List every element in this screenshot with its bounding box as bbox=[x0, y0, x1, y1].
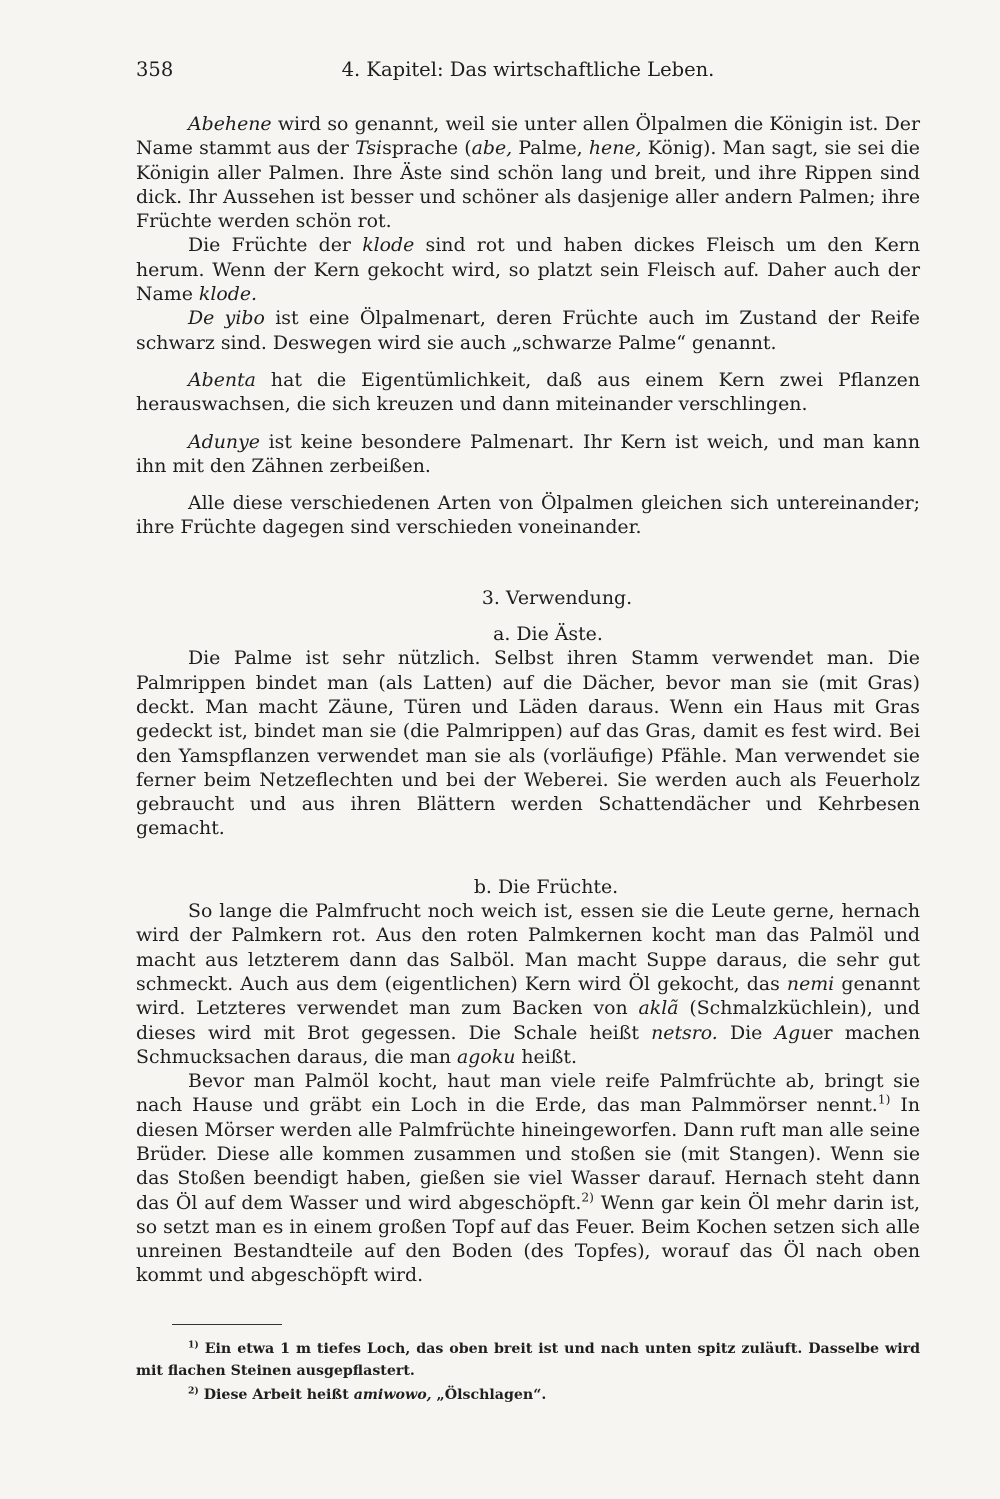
text-run: Die Palme ist sehr nützlich. Selbst ihren Stamm verwendet man. Die Palmrippen bindet man (als Latten) auf die Dächer, bevor man sie (mit Gras) deckt. Man macht Zäune, Türen und Läden daraus. Wenn ein Haus mit Gras gedeckt ist, bindet man sie (die Palmrippen) auf das Gras, damit es fest wird. Bei den Yamspflanzen verwendet man sie als (vorläufige) Pfähle. Man verwendet sie ferner beim Netzeflechten und bei der Weberei. Sie werden auch als Feuerholz gebraucht und aus ihren Blättern werden Schattendächer und Kehrbesen gemacht. bbox=[136, 647, 920, 840]
text-run: Diese Arbeit heißt bbox=[198, 1387, 354, 1403]
italic-term: Adunye bbox=[188, 430, 260, 453]
italic-term: netsro. bbox=[651, 1021, 718, 1044]
text-run: sind rot und haben dickes Fleisch um den Kern herum. Wenn der Kern gekocht wird, so platzt sein Fleisch auf. Daher auch der Name bbox=[136, 234, 921, 306]
text-run: Die Früchte der bbox=[188, 234, 363, 257]
italic-term: Agu bbox=[774, 1021, 813, 1044]
subheading-die-fruechte: b. Die Früchte. bbox=[473, 875, 619, 898]
paragraph-palmoel-kochen bbox=[136, 1069, 920, 1288]
footnotes bbox=[136, 1339, 920, 1407]
text-run: ist eine Ölpalmenart, deren Früchte auch im Zustand der Reife schwarz sind. Deswegen wird sie auch „schwarze Palme“ genannt. bbox=[136, 307, 920, 354]
italic-term: aklã bbox=[638, 997, 679, 1020]
italic-term: Tsi bbox=[355, 137, 383, 160]
text-run: Die bbox=[717, 1021, 775, 1044]
text-run: sprache ( bbox=[382, 137, 472, 160]
text-run: er machen Schmucksachen daraus, die man bbox=[136, 1021, 920, 1068]
text-run: Bevor man Palmöl kocht, haut man viele reife Palmfrüchte ab, bringt sie nach Hause und gräbt ein Loch in die Erde, das man Palmmörser nennt. bbox=[136, 1070, 920, 1117]
paragraph-palmfrucht bbox=[136, 899, 920, 1069]
paragraph-palme-nuetzlich bbox=[136, 646, 920, 840]
text-run: Wenn gar kein Öl mehr darin ist, so setzt man es in einem großen Topf auf das Feuer. Beim Kochen setzen sich alle unreinen Bestandteile auf den Boden (des Topfes), worauf das Öl nach oben kommt und abgeschöpft wird. bbox=[136, 1191, 920, 1287]
italic-term: abe, bbox=[471, 137, 513, 160]
footnote-marker: 2) bbox=[188, 1385, 199, 1397]
paragraph-de-yibo bbox=[136, 306, 920, 355]
text-run: hat die Eigentümlichkeit, daß aus einem Kern zwei Pflanzen herauswachsen, die sich kreuzen und dann miteinander verschlingen. bbox=[136, 368, 920, 416]
main-text bbox=[136, 112, 920, 1288]
paragraph-abehene bbox=[136, 112, 920, 233]
text-run: ist keine besondere Palmenart. Ihr Kern ist weich, und man kann ihn mit den Zähnen zerbeißen. bbox=[136, 430, 920, 477]
text-run: wird so genannt, weil sie unter allen Ölpalmen die Königin ist. Der Name stammt aus der bbox=[136, 113, 920, 160]
italic-term: klode. bbox=[198, 283, 258, 306]
footnote-rule bbox=[172, 1324, 282, 1325]
text-run: In diesen Mörser werden alle Palmfrüchte hineingeworfen. Dann ruft man alle seine Brüder. Diese alle kommen zusammen und stoßen sie (mit Stangen). Wenn sie das Stoßen beendigt haben, gießen sie viel Wasser darauf. Hernach steht dann das Öl auf dem Wasser und wird abgeschöpft. bbox=[136, 1094, 920, 1214]
running-header bbox=[136, 58, 920, 88]
italic-term: agoku bbox=[457, 1045, 516, 1068]
paragraph-klode bbox=[136, 233, 920, 306]
paragraph-alle-arten bbox=[136, 491, 920, 540]
italic-term: klode bbox=[362, 234, 415, 257]
italic-term: De yibo bbox=[188, 307, 265, 330]
italic-term: nemi bbox=[786, 972, 835, 995]
text-run: (Schmalzküchlein), und dieses wird mit Brot gegessen. Die Schale heißt bbox=[136, 997, 921, 1044]
italic-term: Abenta bbox=[188, 368, 256, 391]
running-title: 4. Kapitel: Das wirtschaftliche Leben. bbox=[341, 58, 715, 81]
text-run: genannt wird. Letzteres verwendet man zum Backen von bbox=[136, 972, 920, 1020]
italic-term: Abehene bbox=[188, 113, 272, 135]
page-number: 358 bbox=[136, 58, 174, 81]
text-run: König). Man sagt, sie sei die Königin aller Palmen. Ihre Äste sind schön lang und breit, und ihre Rippen sind dick. Ihr Aussehen ist besser und schöner als dasjenige aller andern Palmen; ihre Früchte werden schön rot. bbox=[136, 137, 920, 233]
text-run: „Ölschlagen“. bbox=[431, 1387, 547, 1403]
footnote-marker: 1) bbox=[188, 1339, 199, 1351]
text-run: Alle diese verschiedenen Arten von Ölpalmen gleichen sich untereinander; ihre Früchte dagegen sind verschieden voneinander. bbox=[136, 492, 920, 539]
paragraph-abenta bbox=[136, 368, 920, 417]
section-heading-verwendung: 3. Verwendung. bbox=[481, 586, 633, 609]
text-run: heißt. bbox=[515, 1045, 577, 1068]
footnote-marker: 1) bbox=[877, 1093, 891, 1108]
text-run: Palme, bbox=[512, 137, 589, 160]
footnote-1 bbox=[136, 1339, 920, 1382]
italic-term: hene, bbox=[588, 137, 642, 160]
text-run: So lange die Palmfrucht noch weich ist, essen sie die Leute gerne, hernach wird der Palmkern rot. Aus den roten Palmkernen kocht man das Palmöl und macht aus letzterem dann das Salböl. Man macht Suppe daraus, die sehr gut schmeckt. Auch aus dem (eigentlichen) Kern wird Öl gekocht, das bbox=[136, 900, 920, 995]
footnote-2 bbox=[136, 1385, 920, 1407]
footnote-marker: 2) bbox=[581, 1190, 594, 1205]
subheading-die-aeste: a. Die Äste. bbox=[493, 623, 603, 646]
paragraph-adunye bbox=[136, 430, 920, 479]
text-run: Ein etwa 1 m tiefes Loch, das oben breit ist und nach unten spitz zuläuft. Dasselbe wird mit flachen Steinen ausgepflastert. bbox=[136, 1341, 920, 1379]
italic-term: amiwowo, bbox=[353, 1387, 432, 1403]
